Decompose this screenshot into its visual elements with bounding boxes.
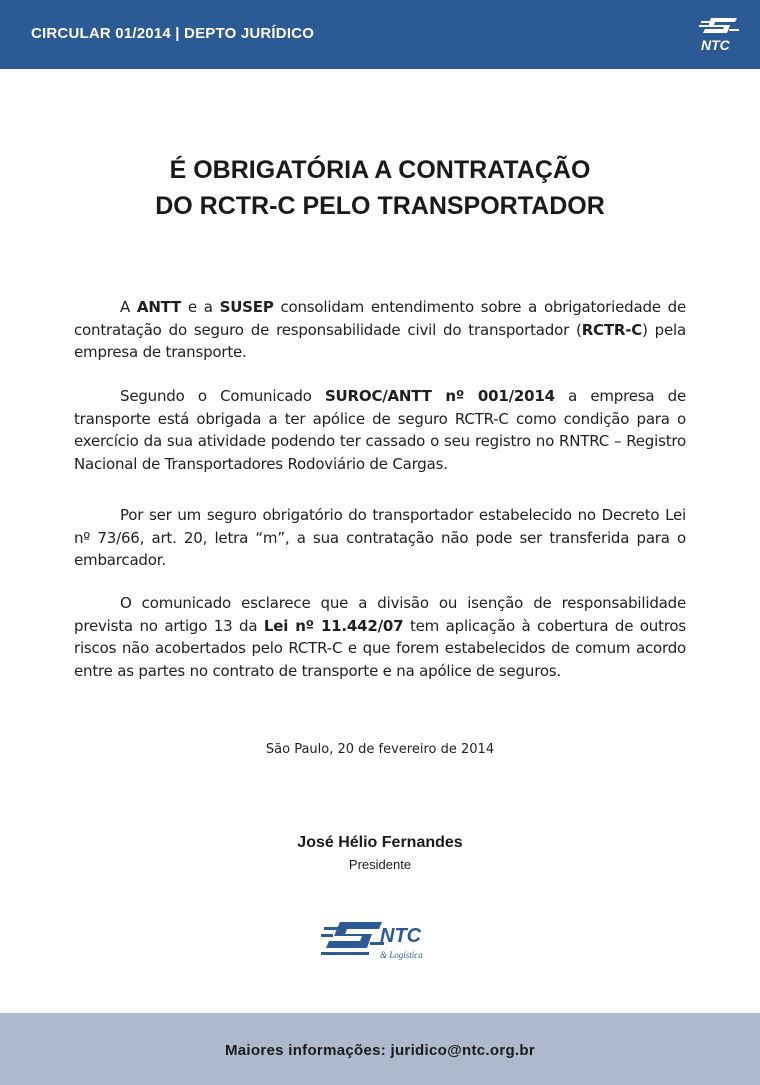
- p4-bold-lei: Lei nº 11.442/07: [263, 616, 404, 635]
- title-line-1: É OBRIGATÓRIA A CONTRATAÇÃO: [169, 156, 591, 184]
- ntc-logo-icon: [697, 14, 743, 56]
- p2-text-1: Segundo o Comunicado: [120, 387, 325, 405]
- p3-text-1: Por ser um seguro obrigatório do transportador estabelecido no Decreto Lei nº 73/66, art. 20, letra “m”, a sua contratação não pode ser transferida para o embarcador.: [74, 506, 686, 569]
- p1-bold-antt: ANTT: [136, 298, 182, 316]
- header-bar: [0, 0, 760, 69]
- p2-text-2: a empresa de transporte está obrigada a ter apólice de seguro RCTR-C como condição para o exercício da sua atividade podendo ter cassado o seu registro no RNTRC – Registro Nacional de Transportadores Rodoviário de Cargas.: [74, 387, 686, 473]
- header-logo-text: NTC: [701, 37, 730, 53]
- p2-bold-comunicado: SUROC/ANTT nº 001/2014: [324, 387, 555, 405]
- paragraph-1: [74, 296, 686, 364]
- p1-text-1: A: [120, 298, 137, 316]
- p1-bold-rctrc: RCTR-C: [581, 320, 643, 339]
- p1-text-3: consolidam entendimento sobre a obrigatoriedade de contratação do seguro de responsabilidade civil do transportador (: [74, 298, 686, 339]
- p1-text-4: ) pela empresa de transporte.: [74, 320, 686, 361]
- paragraph-3: [74, 504, 686, 572]
- ntc-logistica-logo-icon: [320, 918, 438, 964]
- document-date: São Paulo, 20 de fevereiro de 2014: [265, 742, 495, 757]
- signer-name: José Hélio Fernandes: [297, 834, 463, 851]
- footer-bar: [0, 1013, 760, 1085]
- paragraph-2: [74, 385, 686, 475]
- footer-contact[interactable]: Maiores informações: juridico@ntc.org.br: [224, 1042, 535, 1059]
- p4-text-1: O comunicado esclarece que a divisão ou isenção de responsabilidade prevista no artigo 13 da: [74, 594, 686, 635]
- signer-role: Presidente: [348, 857, 412, 872]
- p1-bold-susep: SUSEP: [219, 298, 274, 316]
- header-title: CIRCULAR 01/2014 | DEPTO JURÍDICO: [31, 25, 315, 42]
- paragraph-4: [74, 592, 686, 682]
- footer-logo-text: NTC: [380, 925, 422, 947]
- title-line-2: DO RCTR-C PELO TRANSPORTADOR: [155, 192, 605, 220]
- p1-text-2: e a: [181, 298, 220, 316]
- document-title: [0, 152, 760, 224]
- p4-text-2: tem aplicação à cobertura de outros riscos não acobertados pelo RCTR-C e que forem estabelecidos de comum acordo entre as partes no contrato de transporte e na apólice de seguros.: [74, 616, 686, 680]
- footer-logo-subtext: & Logística: [380, 950, 423, 960]
